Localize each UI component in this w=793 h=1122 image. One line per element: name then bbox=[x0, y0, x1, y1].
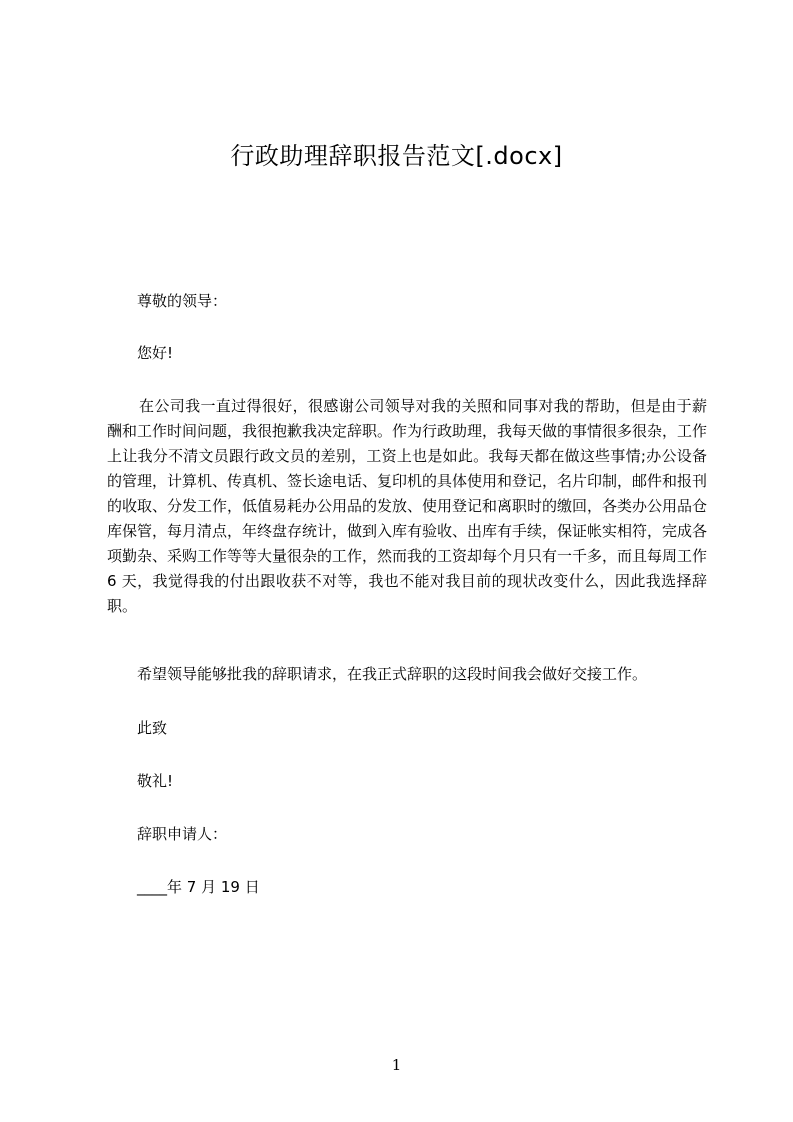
salutation: 尊敬的领导： bbox=[137, 292, 228, 310]
closing-line-1: 此致 bbox=[137, 719, 168, 737]
closing-line-2: 敬礼! bbox=[137, 772, 174, 790]
body-paragraph: 在公司我一直过得很好，很感谢公司领导对我的关照和同事对我的帮助，但是由于薪酬和工作时间问题，我很抱歉我决定辞职。作为行政助理，我每天做的事情很多很杂，工作上让我分不清文员跟行政文员的差别，工资上也是如此。我每天都在做这些事情;办公设备的管理，计算机、传真机、签长途电话、复印机的具体使用和登记，名片印制，邮件和报刊的收取、分发工作，低值易耗办公用品的发放、使用登记和离职时的缴回，各类办公用品仓库保管，每月清点，年终盘存统计，做到入库有验收、出库有手续，保证帐实相符，完成各项勤杂、采购工作等等大量很杂的工作，然而我的工资却每个月只有一千多，而且每周工作 6 天，我觉得我的付出跟收获不对等，我也不能对我目前的现状改变什么，因此我选择辞职。 bbox=[107, 397, 708, 615]
document-title: 行政助理辞职报告范文[.docx] bbox=[230, 142, 563, 170]
page-number: 1 bbox=[391, 1056, 402, 1074]
request-paragraph: 希望领导能够批我的辞职请求，在我正式辞职的这段时间我会做好交接工作。 bbox=[137, 665, 648, 683]
applicant-label: 辞职申请人： bbox=[137, 825, 228, 843]
date-line: ____年 7 月 19 日 bbox=[137, 878, 260, 896]
greeting: 您好! bbox=[137, 344, 174, 362]
